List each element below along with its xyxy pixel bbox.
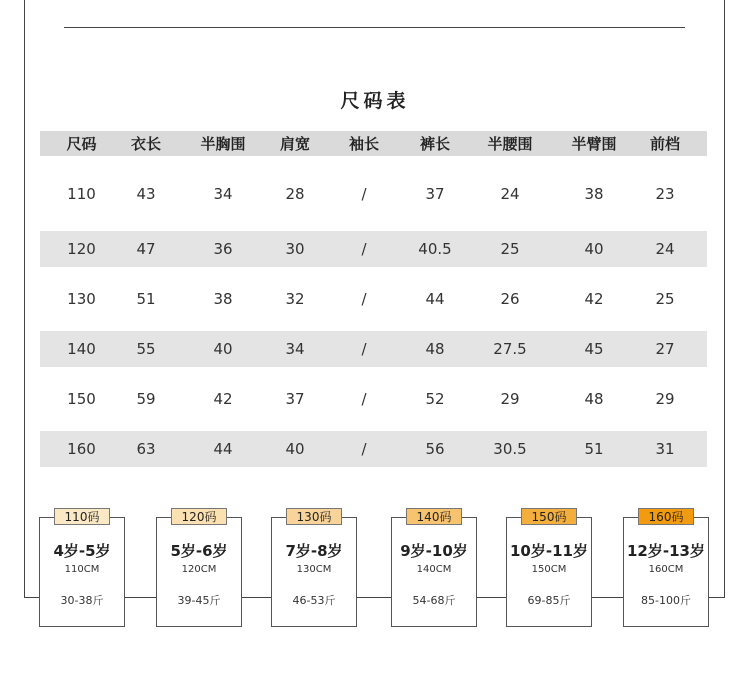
size-tag: 110码 <box>54 508 110 525</box>
size-card <box>156 510 242 627</box>
cell: 30 <box>277 231 313 267</box>
header-half-arm: 半臂围 <box>565 131 623 156</box>
cell: 32 <box>285 290 305 308</box>
header-pants-length: 裤长 <box>415 131 455 156</box>
weight-range: 85-100斤 <box>641 594 691 607</box>
cell: 40 <box>565 231 623 267</box>
cell: 38 <box>213 290 233 308</box>
weight-range: 30-38斤 <box>60 594 104 607</box>
header-front-rise: 前档 <box>623 131 707 156</box>
cell: 30.5 <box>455 431 565 467</box>
cell: 160 <box>40 431 123 467</box>
table-row <box>40 367 707 431</box>
height-cm: 130CM <box>296 564 332 575</box>
cell: 34 <box>277 331 313 367</box>
weight-range: 69-85斤 <box>527 594 571 607</box>
size-card <box>506 510 592 627</box>
age-range: 10岁-11岁 <box>510 542 588 560</box>
cell: 40.5 <box>415 231 455 267</box>
size-tag: 120码 <box>171 508 227 525</box>
cell: 48 <box>415 331 455 367</box>
cell: 27.5 <box>455 331 565 367</box>
cell: 28 <box>285 184 305 203</box>
bottom-connector <box>125 597 156 598</box>
age-range: 12岁-13岁 <box>627 542 705 560</box>
age-range: 5岁-6岁 <box>170 542 228 560</box>
table-row <box>40 431 707 467</box>
table-row <box>40 156 707 231</box>
cell: 110 <box>67 184 96 203</box>
cell: 55 <box>123 331 169 367</box>
size-tag: 130码 <box>286 508 342 525</box>
cell: 42 <box>584 290 604 308</box>
cell: 36 <box>169 231 277 267</box>
bottom-connector <box>242 597 271 598</box>
size-card <box>391 510 477 627</box>
cell: 37 <box>285 390 305 408</box>
bottom-connector <box>592 597 623 598</box>
height-cm: 150CM <box>531 564 567 575</box>
cell: / <box>361 390 367 408</box>
size-tag: 160码 <box>638 508 694 525</box>
cell: 37 <box>425 184 445 203</box>
cell: 130 <box>67 290 96 308</box>
cell: 24 <box>500 184 520 203</box>
cell: 120 <box>40 231 123 267</box>
cell: 34 <box>213 184 233 203</box>
cell: 48 <box>584 390 604 408</box>
cell: / <box>313 431 415 467</box>
cell: 31 <box>623 431 707 467</box>
bottom-connector <box>24 597 39 598</box>
age-range: 9岁-10岁 <box>400 542 468 560</box>
cell: 51 <box>136 290 156 308</box>
cell: / <box>361 290 367 308</box>
header-size: 尺码 <box>40 131 123 156</box>
header-sleeve: 袖长 <box>313 131 415 156</box>
cell: 40 <box>169 331 277 367</box>
page-title: 尺码表 <box>340 90 410 112</box>
size-table <box>40 131 707 467</box>
weight-range: 54-68斤 <box>412 594 456 607</box>
bottom-connector <box>709 597 725 598</box>
cell: 44 <box>169 431 277 467</box>
cell: 42 <box>213 390 233 408</box>
size-card <box>623 510 709 627</box>
cell: 40 <box>277 431 313 467</box>
table-row <box>40 331 707 367</box>
height-cm: 120CM <box>181 564 217 575</box>
cell: 24 <box>623 231 707 267</box>
cell: / <box>313 231 415 267</box>
cell: 47 <box>123 231 169 267</box>
height-cm: 110CM <box>64 564 100 575</box>
cell: 26 <box>500 290 520 308</box>
cell: 27 <box>623 331 707 367</box>
cell: 140 <box>40 331 123 367</box>
bottom-connector <box>357 597 391 598</box>
cell: 38 <box>584 184 604 203</box>
cell: 45 <box>565 331 623 367</box>
size-tag: 150码 <box>521 508 577 525</box>
age-range: 7岁-8岁 <box>285 542 343 560</box>
bottom-connector <box>477 597 506 598</box>
header-half-waist: 半腰围 <box>455 131 565 156</box>
size-card <box>271 510 357 627</box>
header-half-chest: 半胸围 <box>169 131 277 156</box>
weight-range: 46-53斤 <box>292 594 336 607</box>
height-cm: 160CM <box>648 564 684 575</box>
height-cm: 140CM <box>416 564 452 575</box>
table-row <box>40 231 707 267</box>
cell: 52 <box>425 390 445 408</box>
cell: / <box>313 331 415 367</box>
table-row <box>40 267 707 331</box>
header-length: 衣长 <box>123 131 169 156</box>
size-tag: 140码 <box>406 508 462 525</box>
cell: 25 <box>655 290 675 308</box>
weight-range: 39-45斤 <box>177 594 221 607</box>
table-header-row <box>40 131 707 156</box>
age-range: 4岁-5岁 <box>53 542 111 560</box>
top-divider <box>64 27 685 28</box>
cell: / <box>361 184 367 203</box>
cell: 44 <box>425 290 445 308</box>
cell: 29 <box>655 390 675 408</box>
cell: 59 <box>136 390 156 408</box>
cell: 56 <box>415 431 455 467</box>
cell: 63 <box>123 431 169 467</box>
cell: 51 <box>565 431 623 467</box>
cell: 25 <box>455 231 565 267</box>
header-shoulder: 肩宽 <box>277 131 313 156</box>
cell: 150 <box>67 390 96 408</box>
cell: 23 <box>655 184 675 203</box>
size-card <box>39 510 125 627</box>
cell: 29 <box>500 390 520 408</box>
cell: 43 <box>136 184 156 203</box>
